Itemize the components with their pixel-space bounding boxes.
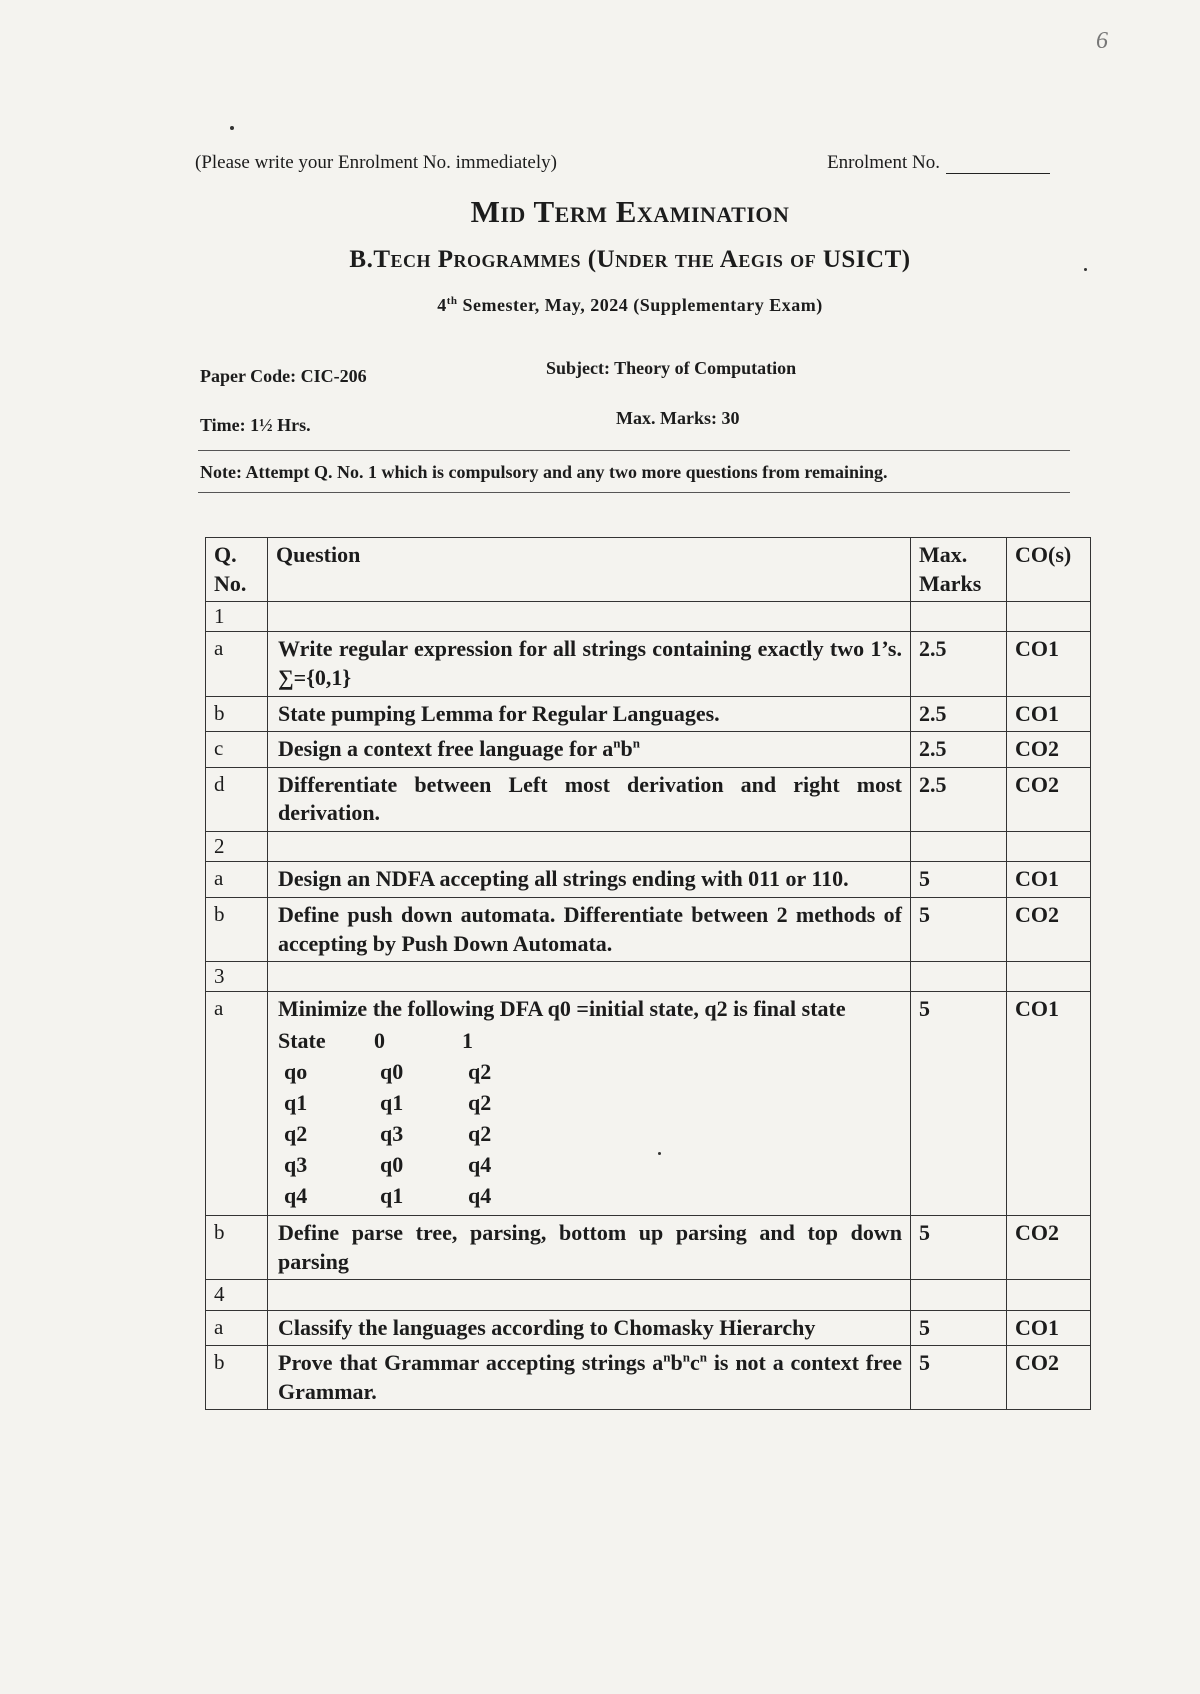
co-value: CO2 [1007,732,1091,768]
semester-suffix: th [446,295,458,307]
co-value: CO1 [1007,696,1091,732]
sub-label: a [206,1310,268,1346]
question-number: 3 [206,962,268,992]
enrolment-instruction: (Please write your Enrolment No. immediately) [195,152,557,173]
co-value: CO1 [1007,862,1091,898]
sub-label: a [206,992,268,1216]
question-text: Classify the languages according to Chomasky Hierarchy [268,1310,911,1346]
semester-text: Semester, May, 2024 (Supplementary Exam) [457,295,823,315]
scan-speck [230,126,234,130]
dfa-row: q4 q1 q4 [284,1183,492,1209]
table-row [206,1310,1091,1346]
subject: Subject: Theory of Computation [546,358,797,378]
page-number-mark: 6 [1096,28,1108,54]
enrolment-field [827,152,1050,174]
question-text: Define push down automata. Differentiate between 2 methods of accepting by Push Down Automata. [268,897,911,961]
marks-value: 2.5 [911,732,1007,768]
question-number: 1 [206,602,268,632]
question-text [268,992,911,1216]
question-table [205,537,1091,1410]
marks-value: 5 [911,1310,1007,1346]
exam-note: Note: Attempt Q. No. 1 which is compulsory and any two more questions from remaining. [200,462,888,482]
max-marks: Max. Marks: 30 [616,408,740,428]
table-row [206,962,1091,992]
sub-label: b [206,696,268,732]
table-row [206,696,1091,732]
programme-title: B.Tech Programmes (Under the Aegis of USICT) [349,246,911,273]
marks-value: 5 [911,862,1007,898]
dfa-question-text: Minimize the following DFA q0 =initial state, q2 is final state [278,996,846,1022]
semester-line [60,295,1200,316]
sub-label: a [206,632,268,696]
marks-value: 2.5 [911,632,1007,696]
marks-value: 5 [911,1346,1007,1410]
table-row [206,992,1091,1216]
question-text: Define parse tree, parsing, bottom up parsing and top down parsing [268,1216,911,1280]
table-row [206,1346,1091,1410]
question-text: Design a context free language for $a^nb^n$ [268,732,911,768]
co-value: CO2 [1007,897,1091,961]
marks-value: 2.5 [911,696,1007,732]
marks-value: 2.5 [911,767,1007,831]
dfa-row: q2 q3 q2 [284,1121,492,1147]
co-value: CO1 [1007,1310,1091,1346]
sub-label: a [206,862,268,898]
table-row [206,767,1091,831]
question-text: Write regular expression for all strings containing exactly two 1’s. ∑={0,1} [268,632,911,696]
question-number: 4 [206,1280,268,1310]
table-row [206,732,1091,768]
marks-value: 5 [911,1216,1007,1280]
co-value: CO2 [1007,1346,1091,1410]
dfa-header-row: State 0 1 [278,1028,473,1054]
co-value: CO1 [1007,992,1091,1216]
divider-bottom [198,492,1070,493]
marks-value: 5 [911,992,1007,1216]
sub-label: b [206,1346,268,1410]
question-text: State pumping Lemma for Regular Languages. [268,696,911,732]
semester-number: 4 [437,295,447,315]
marks-value: 5 [911,897,1007,961]
sub-label: b [206,897,268,961]
table-row [206,1280,1091,1310]
sub-label: c [206,732,268,768]
table-row [206,897,1091,961]
question-text: Prove that Grammar accepting strings $a^nb^nc^n$ is not a context free Grammar. [268,1346,911,1410]
dfa-transition-table [278,1026,902,1212]
header-marks: Max. Marks [911,538,1007,602]
question-number: 2 [206,832,268,862]
table-row [206,602,1091,632]
table-row [206,862,1091,898]
header-co: CO(s) [1007,538,1091,602]
table-row [206,632,1091,696]
time-allowed: Time: 1½ Hrs. [200,415,311,435]
table-header-row [206,538,1091,602]
header-row [195,152,1050,174]
enrolment-label: Enrolment No. [827,152,940,173]
dfa-row: q3 q0 q4 [284,1152,492,1178]
question-text: Differentiate between Left most derivation and right most derivation. [268,767,911,831]
exam-title: Mid Term Examination [470,194,790,229]
enrolment-blank [946,173,1050,174]
question-text: Design an NDFA accepting all strings ending with 011 or 110. [268,862,911,898]
sub-label: d [206,767,268,831]
table-row [206,1216,1091,1280]
co-value: CO2 [1007,1216,1091,1280]
co-value: CO2 [1007,767,1091,831]
co-value: CO1 [1007,632,1091,696]
header-qno: Q. No. [206,538,268,602]
divider-top [198,450,1070,451]
paper-code: Paper Code: CIC-206 [200,366,367,386]
sub-label: b [206,1216,268,1280]
table-row [206,832,1091,862]
dfa-row: qo q0 q2 [284,1059,492,1085]
dfa-row: q1 q1 q2 [284,1090,492,1116]
header-question: Question [268,538,911,602]
